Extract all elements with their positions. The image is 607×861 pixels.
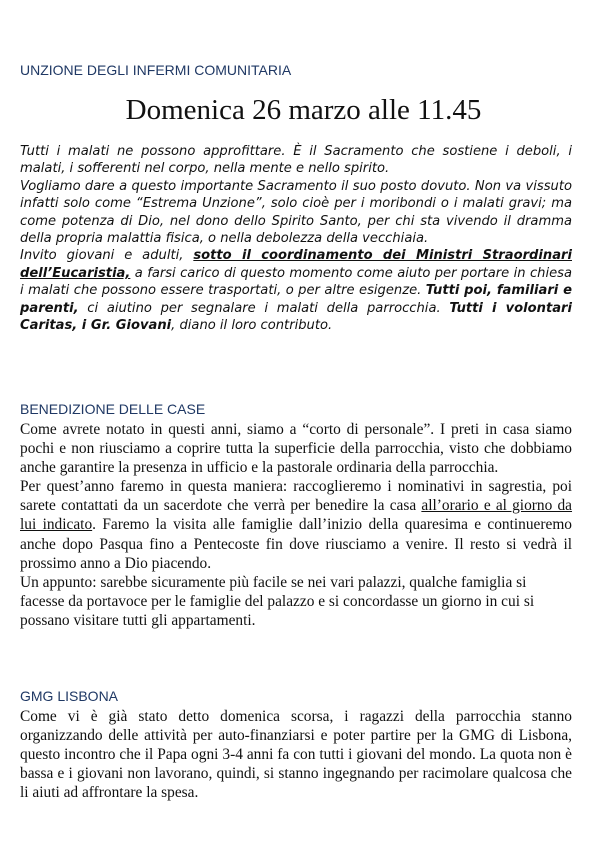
benedizione-plan-text: Per quest’anno faremo in questa maniera: raccoglieremo i nominativi in sagrestia, poi sarete contattati da un sacerdote che verrà per benedire la casa	[20, 478, 572, 515]
unzione-invite-text: Invito giovani e adulti,	[20, 248, 194, 264]
schedule-underlined-text: all’orario e al giorno da lui indicato	[20, 497, 573, 534]
volunteers-callout: Tutti i volontari Caritas, i Gr. Giovani	[20, 300, 572, 334]
unzione-body	[20, 143, 572, 334]
section-heading-unzione: UNZIONE DEGLI INFERMI COMUNITARIA	[20, 62, 292, 78]
unzione-paragraph-2: Vogliamo dare a questo importante Sacramento il suo posto dovuto. Non va vissuto infatti solo come “Estrema Unzione”, solo cioè per i moribondi o i malati gravi; ma come potenza di Dio, nel dono dello Spirito Santo, per chi sta vivendo il dramma della propria malattia fisica, o nella debolezza della vecchiaia.	[20, 178, 572, 247]
benedizione-paragraph-3: Un appunto: sarebbe sicuramente più facile se nei vari palazzi, qualche famiglia si facesse da portavoce per le famiglie del palazzo e si concordasse un giorno in cui si possano visitare tutti gli appartamenti.	[20, 573, 535, 629]
family-callout: Tutti poi, familiari e parenti,	[20, 283, 572, 316]
section-heading-benedizione: BENEDIZIONE DELLE CASE	[20, 401, 206, 417]
unzione-paragraph-3	[20, 247, 572, 334]
benedizione-paragraph-2	[20, 477, 572, 572]
unzione-closing-text: , diano il loro contributo.	[171, 318, 333, 334]
unzione-paragraph-1: Tutti i malati ne possono approfittare. È il Sacramento che sostiene i deboli, i malati, i sofferenti nel corpo, nella mente e nello spirito.	[20, 144, 572, 177]
benedizione-paragraph-1: Come avrete notato in questi anni, siamo a “corto di personale”. I preti in casa siamo pochi e non riusciamo a coprire tutta la superficie della parrocchia, visto che dobbiamo anche garantire la presenza in ufficio e la pastorale ordinaria della parrocchia.	[20, 421, 572, 477]
benedizione-body	[20, 420, 572, 630]
unzione-help-text: a farsi carico di questo momento come aiuto per portare in chiesa i malati che possono essere trasportati, o per altre esigenze.	[20, 265, 572, 299]
gmg-paragraph-1: Come vi è già stato detto domenica scorsa, i ragazzi della parrocchia stanno organizzando delle attività per auto-finanziarsi e poter partire per la GMG di Lisbona, questo incontro che il Papa ogni 3-4 anni fa con tutti i giovani del mondo. La quota non è bassa e i giovani non lavorano, quindi, si stanno ingegnando per racimolare qualcosa che li aiuti ad affrontare la spesa.	[20, 708, 572, 802]
section-heading-gmg: GMG LISBONA	[20, 688, 119, 704]
gmg-body	[20, 707, 572, 802]
unzione-report-text: ci aiutino per segnalare i malati della parrocchia.	[78, 300, 450, 316]
event-date-title: Domenica 26 marzo alle 11.45	[125, 94, 482, 126]
benedizione-visit-text: . Faremo la visita alle famiglie dall’inizio della quaresima e continueremo anche dopo Pasqua fino a Pentecoste fin dove riusciamo a venire. Il resto si vedrà il prossimo anno a Dio piacendo.	[20, 516, 573, 572]
ministers-coordination-text: sotto il coordinamento dei Ministri Straordinari dell’Eucaristia,	[20, 248, 572, 281]
